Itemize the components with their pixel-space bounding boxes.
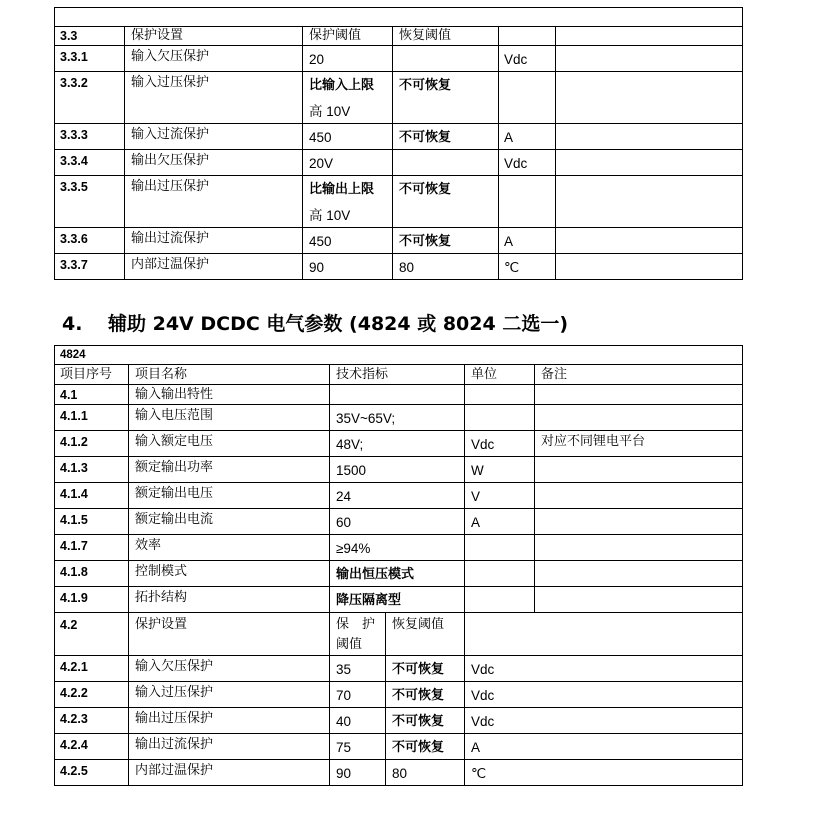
header-item-name: 项目名称 [135,367,188,382]
item-name: 输出过压保护 [135,711,214,726]
spec-value: 1500 [336,463,367,478]
unit-value: Vdc [504,52,528,67]
item-name: 内部过温保护 [131,257,210,272]
threshold-value: 450 [309,234,332,249]
row-number: 4.1.1 [60,409,88,423]
item-name: 保护设置 [135,617,188,632]
row-number: 4.1 [60,388,78,402]
row-number: 3.3.4 [60,154,88,168]
item-name: 输入欠压保护 [135,659,214,674]
item-name: 效率 [135,538,162,553]
header-item-number: 项目序号 [60,367,113,382]
recovery-value: 不可恢复 [392,688,445,703]
threshold-value-line2: 高 10V [309,104,351,119]
spec-value: 24 [336,489,352,504]
row-number: 4.1.5 [60,513,88,527]
item-name: 输出过流保护 [131,231,210,246]
item-name: 拓扑结构 [135,590,188,605]
item-name: 额定输出电流 [135,512,214,527]
threshold-value: 35 [336,662,352,677]
recovery-value: 不可恢复 [392,662,445,677]
row-number: 4.2.2 [60,686,88,700]
row-number: 4.2.4 [60,738,88,752]
remark-value: 对应不同锂电平台 [541,434,646,449]
row-number: 4.2.1 [60,660,88,674]
unit-value: V [471,489,481,504]
row-number: 3.3.1 [60,50,88,64]
header-remark: 备注 [541,367,568,382]
threshold-value: 比输出上限 [309,182,375,197]
header-spec: 技术指标 [336,367,389,382]
unit-value: A [504,234,514,249]
section-title: 辅助 24V DCDC 电气参数 (4824 或 8024 二选一) [108,313,569,335]
row-number: 3.3.2 [60,76,88,90]
row-number: 3.3 [60,29,78,43]
recovery-value: 不可恢复 [399,182,452,197]
item-name: 额定输出电压 [135,486,214,501]
row-number: 3.3.7 [60,258,88,272]
spec-value: 降压隔离型 [336,593,402,608]
unit-value: ℃ [504,260,520,275]
row-number: 4.1.9 [60,591,88,605]
item-name: 输入过压保护 [135,685,214,700]
unit-value: Vdc [471,437,495,452]
unit-value: Vdc [471,688,495,703]
spec-value: 输出恒压模式 [336,567,415,582]
spec-value: 60 [336,515,352,530]
threshold-header: 保 护 [336,617,376,632]
model-label: 4824 [60,349,86,361]
threshold-value: 75 [336,740,352,755]
row-number: 4.1.3 [60,461,88,475]
threshold-value: 20 [309,52,325,67]
threshold-value: 90 [309,260,325,275]
item-name: 内部过温保护 [135,763,214,778]
row-number: 4.2 [60,618,78,632]
row-number: 3.3.5 [60,180,88,194]
threshold-value: 40 [336,714,352,729]
item-name: 输出过压保护 [131,179,210,194]
unit-value: ℃ [471,766,487,781]
row-number: 4.1.2 [60,435,88,449]
recovery-value: 不可恢复 [399,234,452,249]
header-unit: 单位 [471,367,498,382]
unit-value: Vdc [471,714,495,729]
recovery-value: 不可恢复 [399,130,452,145]
unit-value: A [471,740,481,755]
recovery-header: 恢复阈值 [392,617,445,632]
row-number: 4.1.4 [60,487,88,501]
unit-value: Vdc [471,662,495,677]
item-name: 输入额定电压 [135,434,214,449]
recovery-header: 恢复阈值 [399,28,452,43]
item-name: 额定输出功率 [135,460,214,475]
item-name: 输出过流保护 [135,737,214,752]
item-name: 输入输出特性 [135,387,214,402]
threshold-value-line2: 高 10V [309,208,351,223]
row-number: 4.2.3 [60,712,88,726]
row-number: 4.1.7 [60,539,88,553]
threshold-value: 70 [336,688,352,703]
threshold-value: 450 [309,130,332,145]
item-name: 保护设置 [131,28,184,43]
item-name: 控制模式 [135,564,188,579]
recovery-value: 不可恢复 [399,78,452,93]
item-name: 输出欠压保护 [131,153,210,168]
recovery-value: 80 [392,766,408,781]
threshold-value: 90 [336,766,352,781]
threshold-header-line2: 阈值 [336,637,363,652]
row-number: 4.2.5 [60,764,88,778]
section-number: 4. [62,313,83,335]
unit-value: Vdc [504,156,528,171]
item-name: 输入电压范围 [135,408,214,423]
spec-value: 48V; [336,437,364,452]
row-number: 3.3.3 [60,128,88,142]
row-number: 4.1.8 [60,565,88,579]
threshold-header: 保护阈值 [309,28,362,43]
spec-value: 35V~65V; [336,411,396,426]
threshold-value: 20V [309,156,334,171]
item-name: 输入过压保护 [131,75,210,90]
item-name: 输入欠压保护 [131,49,210,64]
unit-value: A [504,130,514,145]
unit-value: W [471,463,484,478]
unit-value: A [471,515,481,530]
recovery-value: 不可恢复 [392,740,445,755]
threshold-value: 比输入上限 [309,78,375,93]
item-name: 输入过流保护 [131,127,210,142]
recovery-value: 不可恢复 [392,714,445,729]
row-number: 3.3.6 [60,232,88,246]
recovery-value: 80 [399,260,415,275]
spec-value: ≥94% [336,541,371,556]
